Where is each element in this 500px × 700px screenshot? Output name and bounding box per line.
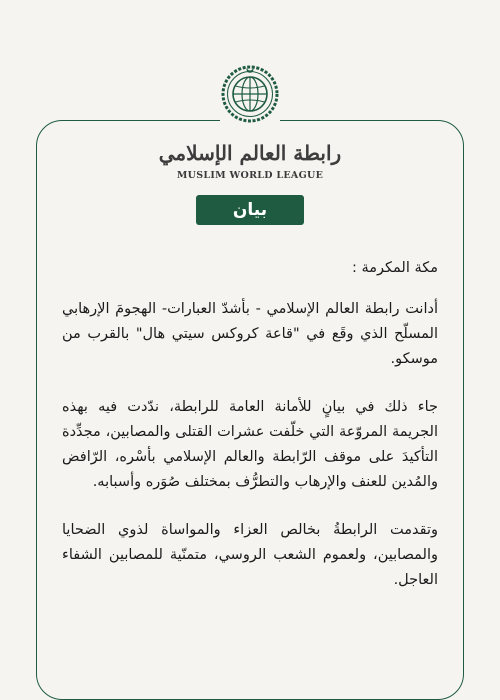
statement-location: مكة المكرمة : bbox=[351, 260, 438, 276]
statement-body bbox=[62, 256, 438, 616]
statement-paragraph-3: وتقدمت الرابطةُ بخالص العزاء والمواساة لذوي الضحايا والمصابين، ولعموم الشعب الروسي، متمنّية للمصابين الشفاء العاجل. bbox=[62, 522, 438, 588]
organization-english-name: MUSLIM WORLD LEAGUE bbox=[150, 170, 350, 181]
statement-paragraph-2: جاء ذلك في بيانٍ للأمانة العامة للرابطة، ندّدت فيه بهذه الجريمة المروّعة التي خلّفت عشرات القتلى والمصابين، مجدِّدة التأكيدَ على موقف الرّابطة والعالم الإسلامي بأسْره، الرّافض والمُدين للعنف والإرهاب والتطرُّف بمختلف صُوَره وأسبابه. bbox=[62, 399, 438, 490]
globe-wreath-emblem-icon bbox=[220, 64, 280, 124]
header-logo bbox=[0, 0, 500, 225]
statement-badge: بيان bbox=[196, 195, 304, 225]
organization-arabic-name: رابطة العالم الإسلامي bbox=[150, 140, 350, 166]
statement-paragraph-1: أدانت رابطة العالم الإسلامي - بأشدّ العبارات- الهجومَ الإرهابي المسلّح الذي وقَع في "قاعة كروكس سيتي هال" بالقرب من موسكو. bbox=[62, 301, 438, 367]
